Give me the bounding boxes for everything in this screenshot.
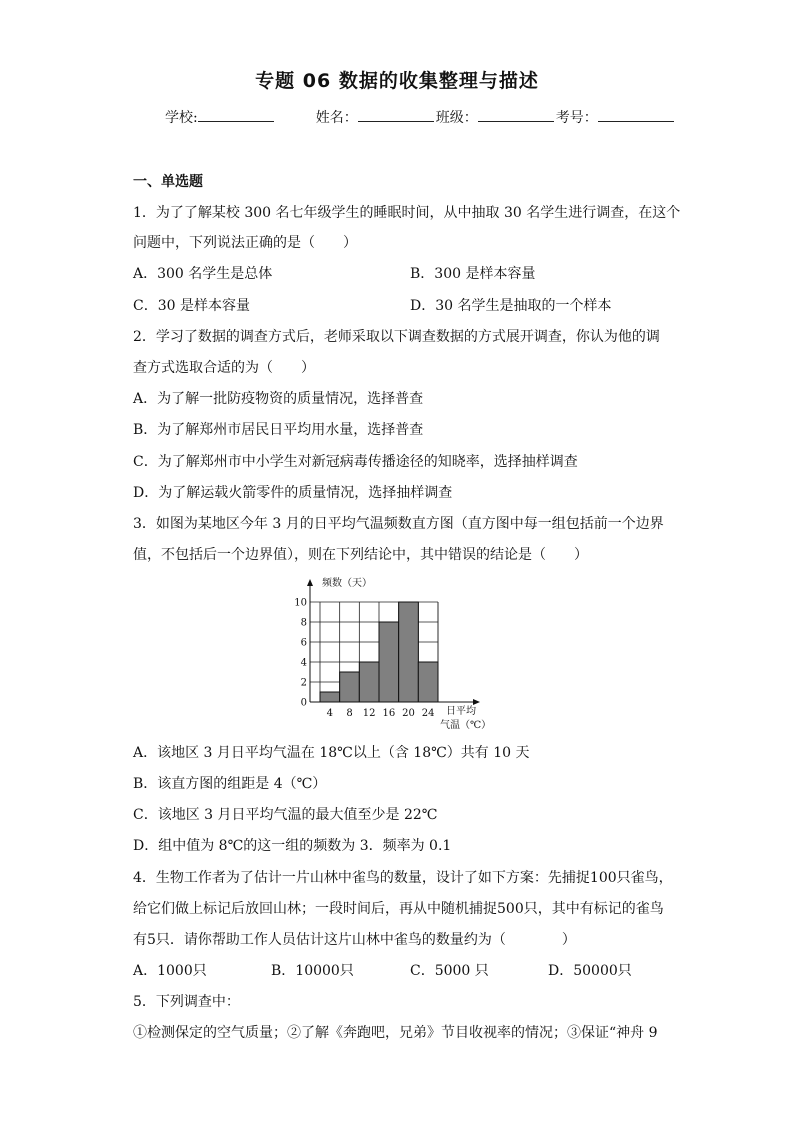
q1-option-d[interactable]: D．30 名学生是抽取的一个样本 (410, 298, 612, 314)
origin-label: 0 (300, 697, 307, 709)
y-axis-title: 频数（天） (322, 578, 372, 589)
x-axis-title-line2: 气温（℃） (440, 720, 492, 731)
q1-option-a[interactable]: A．300 名学生是总体 (133, 266, 273, 282)
histogram-bar-2 (340, 672, 360, 702)
x-tick-label-4: 4 (326, 708, 334, 719)
x-tick-label-24: 24 (421, 708, 435, 719)
x-axis-title-line1: 日平均 (446, 706, 476, 717)
temperature-histogram (290, 575, 510, 740)
class-label: 班级： (435, 110, 478, 126)
x-tick-label-8: 8 (346, 708, 353, 719)
class-field[interactable] (478, 107, 554, 122)
histogram-bar-3 (359, 662, 379, 702)
q3-stem-line2: 值，不包括后一个边界值），则在下列结论中，其中错误的结论是（ ） (133, 547, 588, 563)
page-title: 专题 06 数据的收集整理与描述 (255, 70, 539, 92)
q4-stem-line3: 有5只．请你帮助工作人员估计这片山林中雀鸟的数量约为（ ） (133, 932, 576, 948)
x-axis-arrow (473, 699, 480, 705)
exam-number-field[interactable] (598, 107, 674, 122)
y-tick-label-4: 4 (300, 657, 307, 669)
q1-stem-line1: 1．为了了解某校 300 名七年级学生的睡眠时间，从中抽取 30 名学生进行调查，在这个 (133, 205, 681, 221)
q4-stem-line2: 给它们做上标记后放回山林；一段时间后，再从中随机捕捉500只，其中有标记的雀鸟 (133, 901, 664, 917)
histogram-bar-1 (320, 692, 340, 702)
q4-option-b[interactable]: B．10000只 (271, 963, 354, 979)
q4-option-d[interactable]: D．50000只 (548, 963, 632, 979)
q1-stem-line2: 问题中，下列说法正确的是（ ） (133, 235, 357, 251)
y-tick-label-8: 8 (300, 617, 307, 629)
q5-stem-line2: ①检测保定的空气质量；②了解《奔跑吧，兄弟》节目收视率的情况；③保证“神舟 9 (133, 1025, 658, 1041)
q3-option-d[interactable]: D．组中值为 8℃的这一组的频数为 3．频率为 0.1 (133, 838, 452, 854)
q2-stem-line2: 查方式选取合适的为（ ） (133, 360, 315, 376)
histogram-bar-5 (399, 602, 419, 702)
student-info-row (165, 107, 674, 127)
y-tick-label-2: 2 (300, 677, 307, 689)
x-tick-label-20: 20 (402, 708, 415, 719)
school-field[interactable] (198, 107, 274, 122)
q3-option-c[interactable]: C．该地区 3 月日平均气温的最大值至少是 22℃ (133, 807, 438, 823)
section-heading: 一、单选题 (133, 174, 203, 190)
q4-stem-line1: 4．生物工作者为了估计一片山林中雀鸟的数量，设计了如下方案：先捕捉100只雀鸟， (133, 870, 673, 886)
x-tick-label-16: 16 (382, 708, 396, 719)
q1-option-c[interactable]: C．30 是样本容量 (133, 298, 250, 314)
q2-option-b[interactable]: B．为了解郑州市居民日平均用水量，选择普查 (133, 422, 424, 438)
q2-stem-line1: 2．学习了数据的调查方式后，老师采取以下调查数据的方式展开调查，你认为他的调 (133, 329, 660, 345)
q3-option-a[interactable]: A．该地区 3 月日平均气温在 18℃以上（含 18℃）共有 10 天 (133, 745, 530, 761)
q1-option-b[interactable]: B．300 是样本容量 (410, 266, 536, 282)
histogram-bar-6 (418, 662, 438, 702)
q3-option-b[interactable]: B．该直方图的组距是 4（℃） (133, 776, 327, 792)
y-tick-label-6: 6 (300, 637, 307, 649)
y-tick-label-10: 10 (294, 597, 307, 609)
q2-option-c[interactable]: C．为了解郑州市中小学生对新冠病毒传播途径的知晓率，选择抽样调查 (133, 454, 578, 470)
name-field[interactable] (358, 107, 434, 122)
histogram-bar-4 (379, 622, 399, 702)
school-label: 学校: (165, 110, 198, 126)
q2-option-a[interactable]: A．为了解一批防疫物资的质量情况，选择普查 (133, 391, 424, 407)
y-axis-arrow (307, 579, 313, 586)
q2-option-d[interactable]: D．为了解运载火箭零件的质量情况，选择抽样调查 (133, 485, 453, 501)
q3-stem-line1: 3．如图为某地区今年 3 月的日平均气温频数直方图（直方图中每一组包括前一个边界 (133, 516, 664, 532)
exam-number-label: 考号： (555, 110, 598, 126)
q4-option-a[interactable]: A．1000只 (133, 963, 207, 979)
name-label: 姓名： (315, 110, 358, 126)
x-tick-label-12: 12 (362, 708, 376, 719)
q5-stem-line1: 5．下列调查中： (133, 994, 240, 1010)
q4-option-c[interactable]: C．5000 只 (410, 963, 489, 979)
